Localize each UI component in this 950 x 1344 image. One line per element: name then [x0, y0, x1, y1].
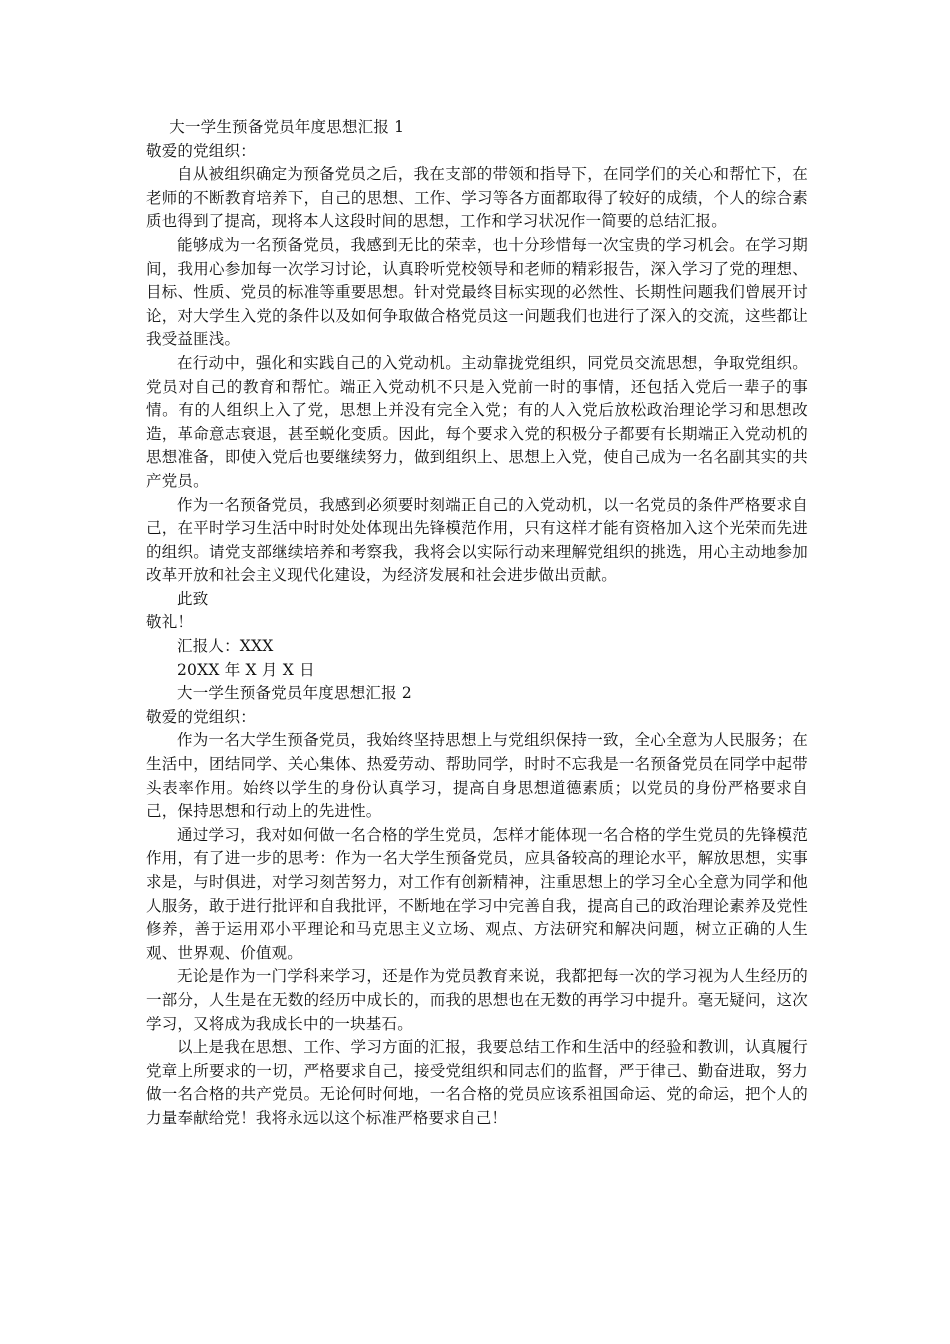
report-1-paragraph-2: 能够成为一名预备党员，我感到无比的荣幸，也十分珍惜每一次宝贵的学习机会。在学习期间，我用心参加每一次学习讨论，认真聆听党校领导和老师的精彩报告，深入学习了党的理想、目标、性质、党员的标准等重要思想。针对党最终目标实现的必然性、长期性问题我们曾展开讨论，对大学生入党的条件以及如何争取做合格党员这一问题我们也进行了深入的交流，这些都让我受益匪浅。: [146, 235, 808, 349]
report-1-closing: 此致: [177, 589, 209, 608]
report-2-salutation: 敬爱的党组织：: [146, 707, 256, 726]
report-1-paragraph-1: 自从被组织确定为预备党员之后，我在支部的带领和指导下，在同学们的关心和帮忙下，在老师的不断教育培养下，自己的思想、工作、学习等各方面都取得了较好的成绩，个人的综合素质也得到了提高，现将本人这段时间的思想，工作和学习状况作一简要的总结汇报。: [146, 165, 808, 231]
report-1-paragraph-3: 在行动中，强化和实践自己的入党动机。主动靠拢党组织，同党员交流思想，争取党组织。党员对自己的教育和帮忙。端正入党动机不只是入党前一时的事情，还包括入党后一辈子的事情。有的人组织上入了党，思想上并没有完全入党；有的人入党后放松政治理论学习和思想改造，革命意志衰退，甚至蜕化变质。因此，每个要求入党的积极分子都要有长期端正入党动机的思想准备，即使入党后也要继续努力，做到组织上、思想上入党，使自己成为一名名副其实的共产党员。: [146, 353, 808, 490]
report-1-paragraph-4: 作为一名预备党员，我感到必须要时刻端正自己的入党动机，以一名党员的条件严格要求自己，在平时学习生活中时时处处体现出先锋模范作用，只有这样才能有资格加入这个光荣而先进的组织。请党支部继续培养和考察我，我将会以实际行动来理解党组织的挑选，用心主动地参加改革开放和社会主义现代化建设，为经济发展和社会进步做出贡献。: [146, 495, 808, 585]
report-1-title: 大一学生预备党员年度思想汇报 1: [169, 118, 405, 136]
report-2-title: 大一学生预备党员年度思想汇报 2: [177, 684, 412, 703]
report-1-salutation: 敬爱的党组织：: [146, 141, 256, 160]
report-1-salute: 敬礼！: [146, 613, 194, 632]
report-2-paragraph-1: 作为一名大学生预备党员，我始终坚持思想上与党组织保持一致，全心全意为人民服务；在生活中，团结同学、关心集体、热爱劳动、帮助同学，时时不忘我是一名预备党员在同学中起带头表率作用。始终以学生的身份认真学习，提高自身思想道德素质；以党员的身份严格要求自己，保持思想和行动上的先进性。: [146, 731, 808, 821]
report-2-paragraph-2: 通过学习，我对如何做一名合格的学生党员，怎样才能体现一名合格的学生党员的先锋模范作用，有了进一步的思考：作为一名大学生预备党员，应具备较高的理论水平，解放思想，实事求是，与时俱进，对学习刻苦努力，对工作有创新精神，注重思想上的学习全心全意为同学和他人服务，敢于进行批评和自我批评，不断地在学习中完善自我，提高自己的政治理论素养及党性修养，善于运用邓小平理论和马克思主义立场、观点、方法研究和解决问题，树立正确的人生观、世界观、价值观。: [146, 825, 808, 962]
report-1-date: 20XX 年 X 月 X 日: [177, 660, 315, 679]
report-2-paragraph-3: 无论是作为一门学科来学习，还是作为党员教育来说，我都把每一次的学习视为人生经历的一部分，人生是在无数的经历中成长的，而我的思想也在无数的再学习中提升。毫无疑问，这次学习，又将成为我成长中的一块基石。: [146, 967, 808, 1033]
report-2-paragraph-4: 以上是我在思想、工作、学习方面的汇报，我要总结工作和生活中的经验和教训，认真履行党章上所要求的一切，严格要求自己，接受党组织和同志们的监督，严于律己、勤奋进取，努力做一名合格的共产党员。无论何时何地，一名合格的党员应该系祖国命运、党的命运，把个人的力量奉献给党！我将永远以这个标准严格要求自己！: [146, 1038, 808, 1127]
document-body: [146, 116, 808, 1131]
report-1-reporter: 汇报人：XXX: [177, 637, 274, 656]
